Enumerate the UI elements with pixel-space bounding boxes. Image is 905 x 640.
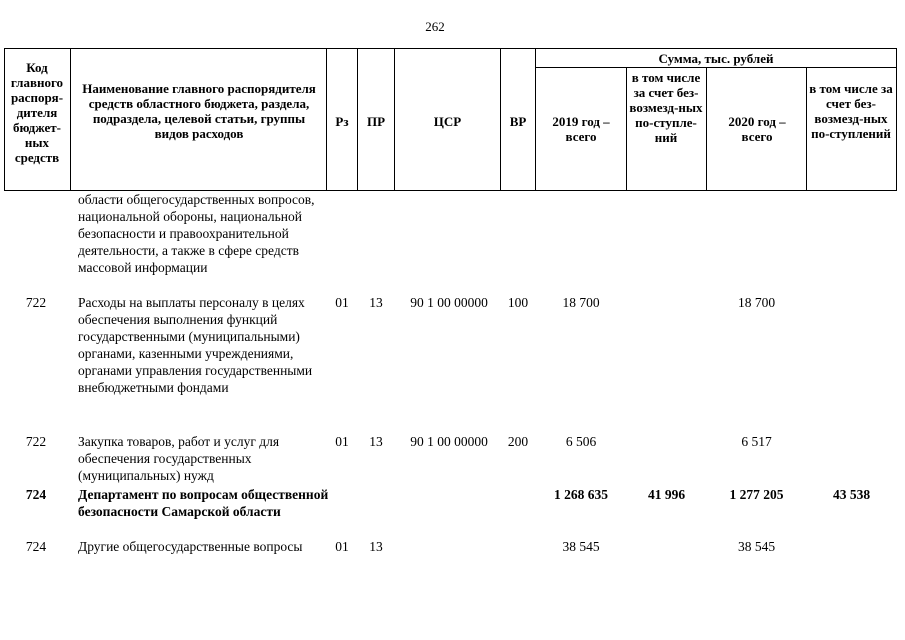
row-name: Другие общегосударственные вопросы — [78, 539, 303, 554]
row-2019: 18 700 — [562, 295, 600, 310]
row-2020: 38 545 — [737, 539, 776, 554]
header-2020-free: в том числе за счет без-возмезд-ных по-ступлений — [809, 81, 893, 141]
row-vr: 200 — [507, 434, 529, 449]
header-sum-group: Сумма, тыс. рублей — [658, 51, 774, 66]
row-csr: 90 1 00 00000 — [410, 295, 488, 310]
row-2019: 38 545 — [562, 539, 600, 554]
header-rz: Рз — [335, 114, 349, 129]
row-code: 724 — [25, 487, 47, 502]
header-csr: ЦСР — [433, 114, 462, 129]
row-name: области общегосударственных вопросов, национальной обороны, национальной безопасности и правоохранительной деятельности, а также в сфере средств массовой информации — [78, 192, 315, 275]
row-pr: 13 — [369, 539, 383, 554]
row-2020: 18 700 — [737, 295, 776, 310]
header-2019-total: 2019 год – всего — [552, 114, 610, 144]
page-number: 262 — [425, 19, 445, 34]
row-rz: 01 — [335, 539, 349, 554]
header-pr: ПР — [366, 114, 386, 129]
row-csr: 90 1 00 00000 — [410, 434, 488, 449]
header-name: Наименование главного распорядителя средств областного бюджета, раздела, подраздела, целевой статьи, группы видов расходов — [82, 81, 316, 141]
header-vr: ВР — [509, 114, 527, 129]
row-name: Расходы на выплаты персоналу в целях обеспечения выполнения функций государственными (муниципальными) органами, казенными учреждениями, органами управления государственными внебюджетными фондами — [78, 295, 313, 395]
row-pr: 13 — [369, 434, 383, 449]
row-code: 724 — [25, 539, 47, 554]
header-2020-total: 2020 год – всего — [728, 114, 786, 144]
row-2020: 1 277 205 — [729, 487, 784, 502]
row-pr: 13 — [369, 295, 383, 310]
header-code: Код главного распоря-дителя бюджет-ных средств — [10, 60, 64, 165]
row-code: 722 — [25, 295, 47, 310]
row-2019-free: 41 996 — [647, 487, 686, 502]
row-2020: 6 517 — [741, 434, 772, 449]
row-2019: 1 268 635 — [554, 487, 608, 502]
row-name: Закупка товаров, работ и услуг для обеспечения государственных (муниципальных) нужд — [78, 434, 280, 483]
row-2020-free: 43 538 — [832, 487, 871, 502]
header-2019-free: в том числе за счет без-возмезд-ных по-ступле-ний — [629, 70, 703, 145]
row-name: Департамент по вопросам общественной безопасности Самарской области — [78, 487, 329, 519]
row-vr: 100 — [507, 295, 529, 310]
row-2019: 6 506 — [565, 434, 597, 449]
row-code: 722 — [25, 434, 47, 449]
row-rz: 01 — [335, 295, 349, 310]
row-rz: 01 — [335, 434, 349, 449]
